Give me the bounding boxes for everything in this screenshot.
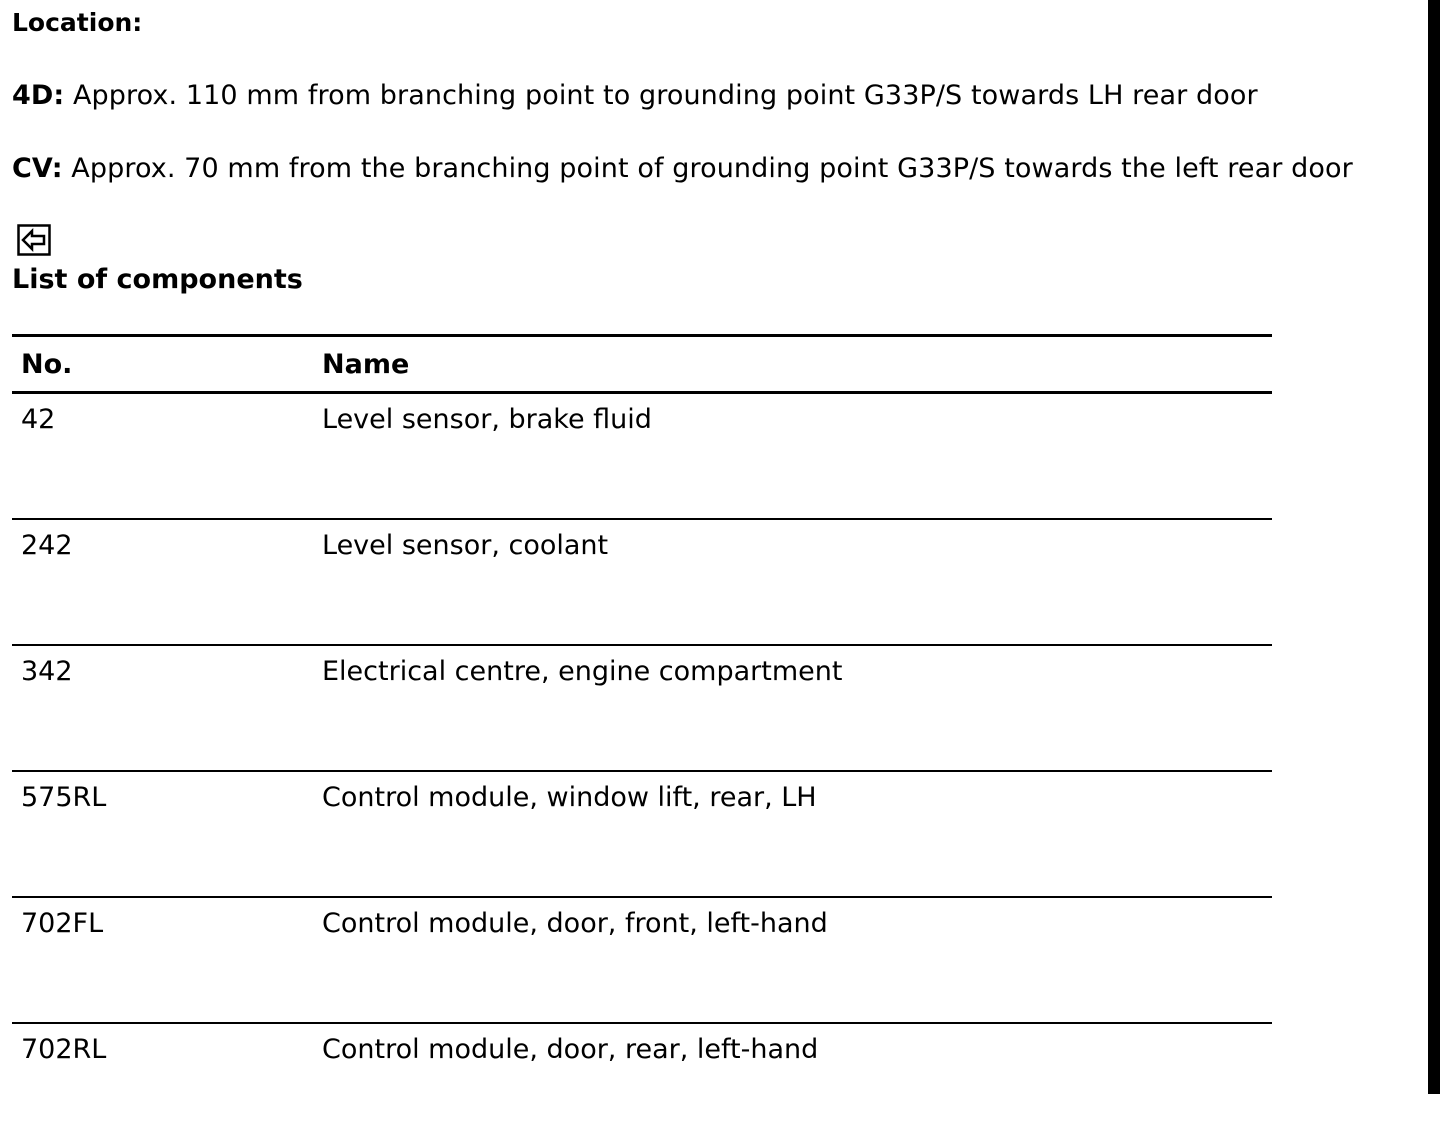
cell-name: Level sensor, brake fluid	[322, 404, 652, 435]
cell-no: 42	[21, 404, 56, 435]
cell-name: Control module, window lift, rear, LH	[322, 782, 817, 813]
header-no: No.	[21, 349, 73, 380]
location-line-4d	[12, 80, 1258, 111]
header-name: Name	[322, 349, 410, 380]
location-text: Approx. 70 mm from the branching point of grounding point G33P/S towards the left rear door	[62, 153, 1353, 184]
cell-name: Control module, door, front, left-hand	[322, 908, 828, 939]
location-heading: Location:	[12, 8, 143, 37]
location-text: Approx. 110 mm from branching point to grounding point G33P/S towards LH rear door	[64, 80, 1258, 111]
location-tag: 4D:	[12, 80, 65, 111]
cell-no: 575RL	[21, 782, 107, 813]
table-row	[12, 520, 1272, 646]
back-arrow-icon[interactable]	[17, 224, 51, 256]
cell-name: Electrical centre, engine compartment	[322, 656, 843, 687]
table-header	[12, 334, 1272, 394]
cell-name: Control module, door, rear, left-hand	[322, 1034, 819, 1065]
table-row	[12, 898, 1272, 1024]
components-table	[12, 334, 1272, 1148]
cell-no: 242	[21, 530, 73, 561]
cell-name: Level sensor, coolant	[322, 530, 609, 561]
table-row	[12, 646, 1272, 772]
cell-no: 342	[21, 656, 73, 687]
table-row	[12, 772, 1272, 898]
cell-no: 702RL	[21, 1034, 107, 1065]
location-line-cv	[12, 153, 1353, 184]
table-row	[12, 394, 1272, 520]
location-tag: CV:	[12, 153, 63, 184]
components-heading: List of components	[12, 264, 303, 295]
cell-no: 702FL	[21, 908, 104, 939]
table-row	[12, 1024, 1272, 1148]
window-edge-bar	[1428, 0, 1440, 1094]
